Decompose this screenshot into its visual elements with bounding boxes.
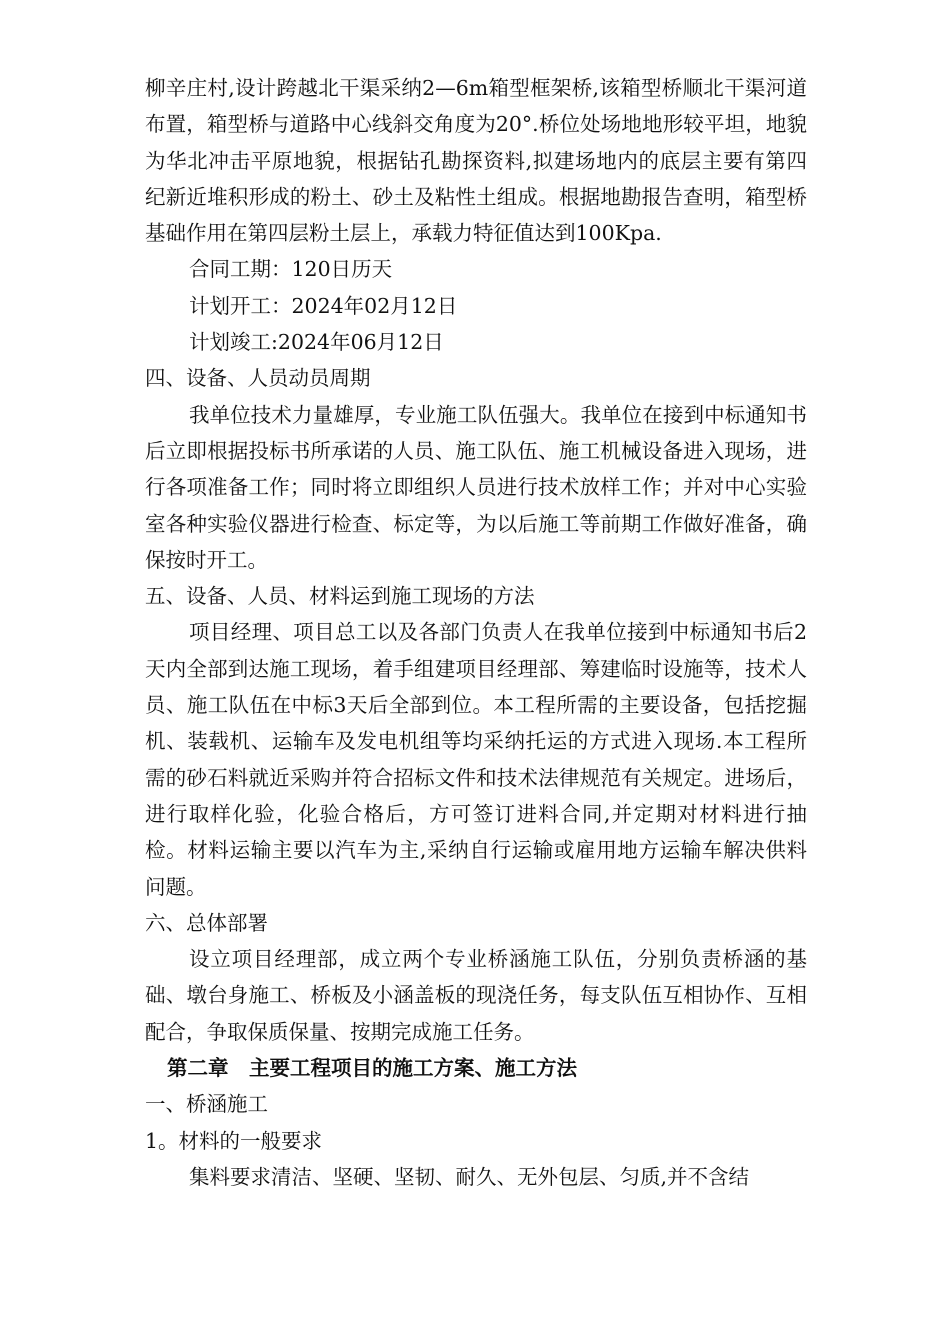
section-6-heading: 六、总体部署 xyxy=(145,910,268,935)
contract-period: 合同工期：120日历天 xyxy=(189,257,393,282)
chapter-2-item-1-paragraph: 集料要求清洁、坚硬、坚韧、耐久、无外包层、匀质,并不含结 xyxy=(189,1164,750,1189)
document-page xyxy=(145,70,807,1195)
section-6-paragraph: 设立项目经理部，成立两个专业桥涵施工队伍，分别负责桥涵的基础、墩台身施工、桥板及小涵盖板的现浇任务，每支队伍互相协作、互相配合，争取保质保量、按期完成施工任务。 xyxy=(145,947,807,1044)
chapter-2-title: 第二章 主要工程项目的施工方案、施工方法 xyxy=(167,1056,577,1081)
chapter-2-item-1-heading: 1。材料的一般要求 xyxy=(145,1128,323,1153)
intro-paragraph: 柳辛庄村,设计跨越北干渠采纳2—6m箱型框架桥,该箱型桥顺北干渠河道布置，箱型桥与道路中心线斜交角度为20°.桥位处场地地形较平坦，地貌为华北冲击平原地貌，根据钻孔勘探资料,拟建场地内的底层主要有第四纪新近堆积形成的粉土、砂土及粘性土组成。根据地勘报告查明，箱型桥基础作用在第四层粉土层上，承载力特征值达到100Kpa. xyxy=(145,76,807,246)
planned-start-date: 计划开工：2024年02月12日 xyxy=(189,293,458,318)
planned-end-date: 计划竣工:2024年06月12日 xyxy=(189,330,444,355)
section-5-heading: 五、设备、人员、材料运到施工现场的方法 xyxy=(145,584,535,609)
section-5-paragraph: 项目经理、项目总工以及各部门负责人在我单位接到中标通知书后2天内全部到达施工现场，着手组建项目经理部、筹建临时设施等，技术人员、施工队伍在中标3天后全部到位。本工程所需的主要设备，包括挖掘机、装载机、运输车及发电机组等均采纳托运的方式进入现场.本工程所需的砂石料就近采购并符合招标文件和技术法律规范有关规定。进场后，进行取样化验，化验合格后，方可签订进料合同,并定期对材料进行抽检。材料运输主要以汽车为主,采纳自行运输或雇用地方运输车解决供料问题。 xyxy=(145,620,807,899)
chapter-2-section-1-heading: 一、桥涵施工 xyxy=(145,1092,268,1117)
section-4-paragraph: 我单位技术力量雄厚，专业施工队伍强大。我单位在接到中标通知书后立即根据投标书所承诺的人员、施工队伍、施工机械设备进入现场，进行各项准备工作；同时将立即组织人员进行技术放样工作；并对中心实验室各种实验仪器进行检查、标定等，为以后施工等前期工作做好准备，确保按时开工。 xyxy=(145,402,807,572)
section-4-heading: 四、设备、人员动员周期 xyxy=(145,366,371,391)
